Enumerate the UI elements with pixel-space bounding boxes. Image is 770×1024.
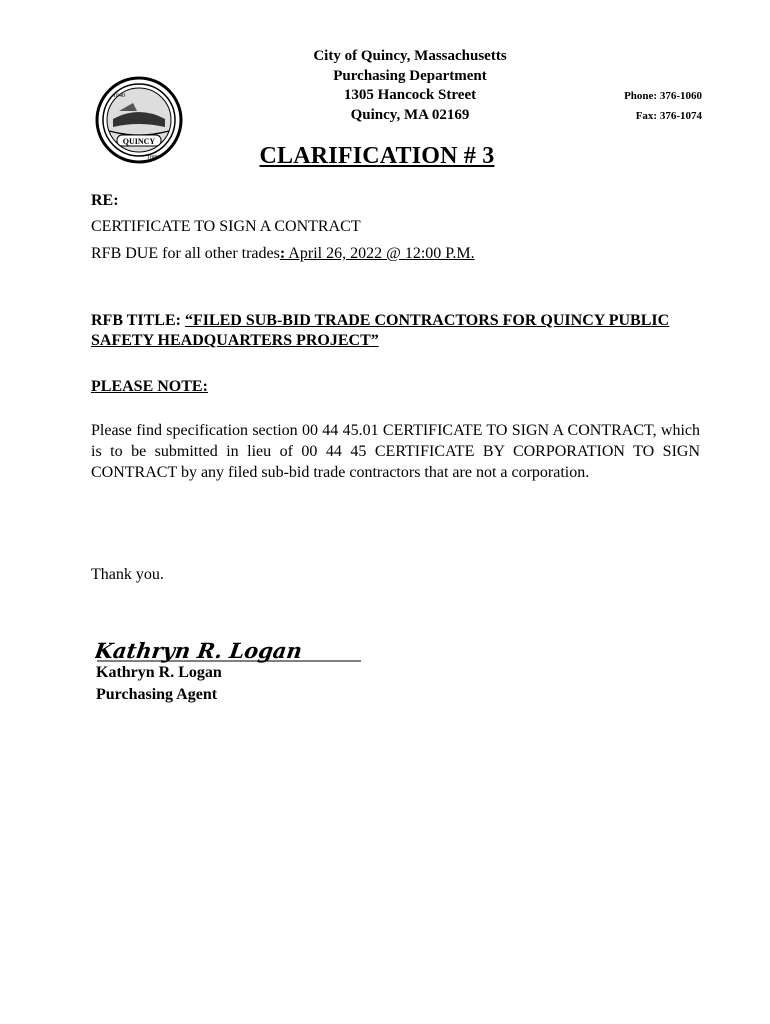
department-name: Purchasing Department — [333, 67, 487, 84]
seal-year-incorporated: 1888 — [147, 155, 159, 161]
due-label: RFB DUE for all other trades — [91, 245, 280, 262]
city-state-zip: Quincy, MA 02169 — [350, 106, 470, 123]
seal-year-founded: 1640 — [113, 93, 125, 99]
phone-number: Phone: 376-1060 — [624, 90, 702, 102]
due-line — [91, 245, 475, 263]
fax-number: Fax: 376-1074 — [635, 110, 702, 122]
signer-title: Purchasing Agent — [96, 686, 218, 703]
signature-script: Kathryn R. Logan — [95, 638, 304, 663]
due-colon: : — [279, 245, 286, 262]
city-name: City of Quincy, Massachusetts — [313, 48, 507, 64]
note-heading: PLEASE NOTE: — [91, 378, 208, 395]
rfb-title — [91, 311, 691, 351]
handwritten-signature — [95, 636, 365, 664]
note-body: Please find specification section 00 44 45.01 CERTIFICATE TO SIGN A CONTRACT, which is to be submitted in lieu of 00 44 45 CERTIFICATE BY CORPORATION TO SIGN CONTRACT by any filed sub-bid trade contractors that are not a corporation. — [91, 422, 700, 481]
due-date: April 26, 2022 @ 12:00 P.M. — [285, 245, 475, 262]
signer-name: Kathryn R. Logan — [96, 664, 222, 681]
re-subject: CERTIFICATE TO SIGN A CONTRACT — [91, 218, 361, 235]
rfb-title-value: “FILED SUB-BID TRADE CONTRACTORS FOR QUINCY PUBLIC SAFETY HEADQUARTERS PROJECT” — [91, 312, 670, 349]
letterhead — [200, 47, 620, 125]
rfb-title-label: RFB TITLE: — [91, 312, 185, 329]
document-title: CLARIFICATION # 3 — [259, 143, 495, 169]
street-address: 1305 Hancock Street — [343, 87, 477, 103]
seal-city-text: QUINCY — [122, 137, 156, 146]
closing: Thank you. — [91, 566, 164, 583]
re-label: RE: — [91, 192, 119, 209]
